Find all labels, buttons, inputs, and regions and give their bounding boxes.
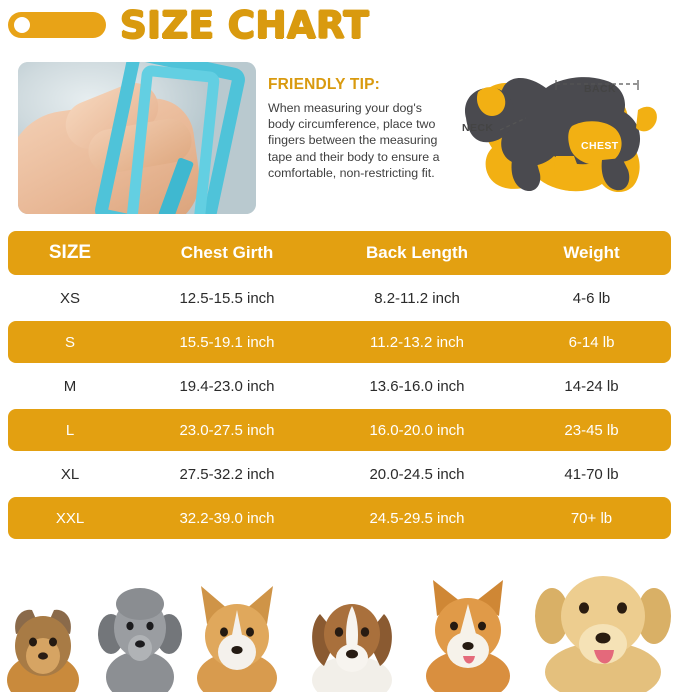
friendly-tip — [268, 76, 444, 181]
cell-chest: 15.5-19.1 inch — [179, 333, 275, 351]
cell-weight: 41-70 lb — [564, 465, 619, 483]
cell-chest: 32.2-39.0 inch — [179, 509, 275, 527]
corgi-photo — [185, 580, 289, 692]
cell-chest: 27.5-32.2 inch — [179, 465, 275, 483]
table-row — [8, 497, 671, 539]
diagram-label-back: BACK — [584, 83, 616, 95]
table-header-row — [8, 231, 671, 275]
friendly-tip-body: When measuring your dog's body circumference, place two fingers between the measuring tape and their body to ensure a comfortable, non-restricting fit. — [268, 101, 440, 180]
diagram-label-neck: NECK — [462, 122, 494, 134]
cell-chest: 19.4-23.0 inch — [179, 377, 275, 395]
shiba-inu-photo — [415, 576, 521, 692]
column-header-weight: Weight — [563, 243, 620, 262]
toggle-icon — [8, 12, 106, 38]
table-row — [8, 451, 671, 497]
cell-size: XS — [59, 289, 80, 307]
cell-back: 11.2-13.2 inch — [370, 333, 464, 351]
cell-chest: 12.5-15.5 inch — [179, 289, 275, 307]
harness-dog-illustration — [452, 56, 670, 218]
yorkshire-terrier-photo — [0, 594, 86, 692]
table-row — [8, 409, 671, 451]
cell-size: L — [65, 421, 75, 439]
column-header-back: Back Length — [365, 243, 469, 262]
cell-size: XL — [60, 465, 80, 483]
dog-photo-strip — [0, 560, 679, 692]
table-row — [8, 321, 671, 363]
cell-weight: 4-6 lb — [572, 289, 611, 307]
cell-back: 20.0-24.5 inch — [369, 465, 465, 483]
golden-retriever-photo — [528, 560, 679, 692]
cell-size: M — [63, 377, 77, 395]
diagram-label-chest: CHEST — [581, 140, 619, 152]
size-table — [8, 231, 671, 539]
cell-chest: 23.0-27.5 inch — [179, 421, 275, 439]
page-header — [0, 0, 679, 50]
cell-weight: 23-45 lb — [564, 421, 619, 439]
table-row — [8, 363, 671, 409]
cell-weight: 70+ lb — [570, 509, 613, 527]
hand-with-measuring-tape-photo — [18, 62, 256, 214]
cell-back: 24.5-29.5 inch — [369, 509, 465, 527]
cell-weight: 6-14 lb — [568, 333, 615, 351]
column-header-chest: Chest Girth — [180, 243, 274, 262]
cell-back: 16.0-20.0 inch — [369, 421, 465, 439]
cell-weight: 14-24 lb — [564, 377, 619, 395]
column-header-size: SIZE — [48, 242, 92, 263]
cell-back: 8.2-11.2 inch — [374, 289, 460, 307]
harness-diagram — [452, 56, 670, 218]
table-row — [8, 275, 671, 321]
page-title: SIZE CHART — [120, 3, 370, 47]
cell-size: S — [64, 333, 75, 351]
beagle-photo — [300, 580, 404, 692]
cell-size: XXL — [55, 509, 85, 527]
info-row — [0, 54, 679, 222]
cell-back: 13.6-16.0 inch — [369, 377, 465, 395]
grey-poodle-photo — [95, 582, 185, 692]
friendly-tip-title: FRIENDLY TIP: — [268, 76, 380, 93]
